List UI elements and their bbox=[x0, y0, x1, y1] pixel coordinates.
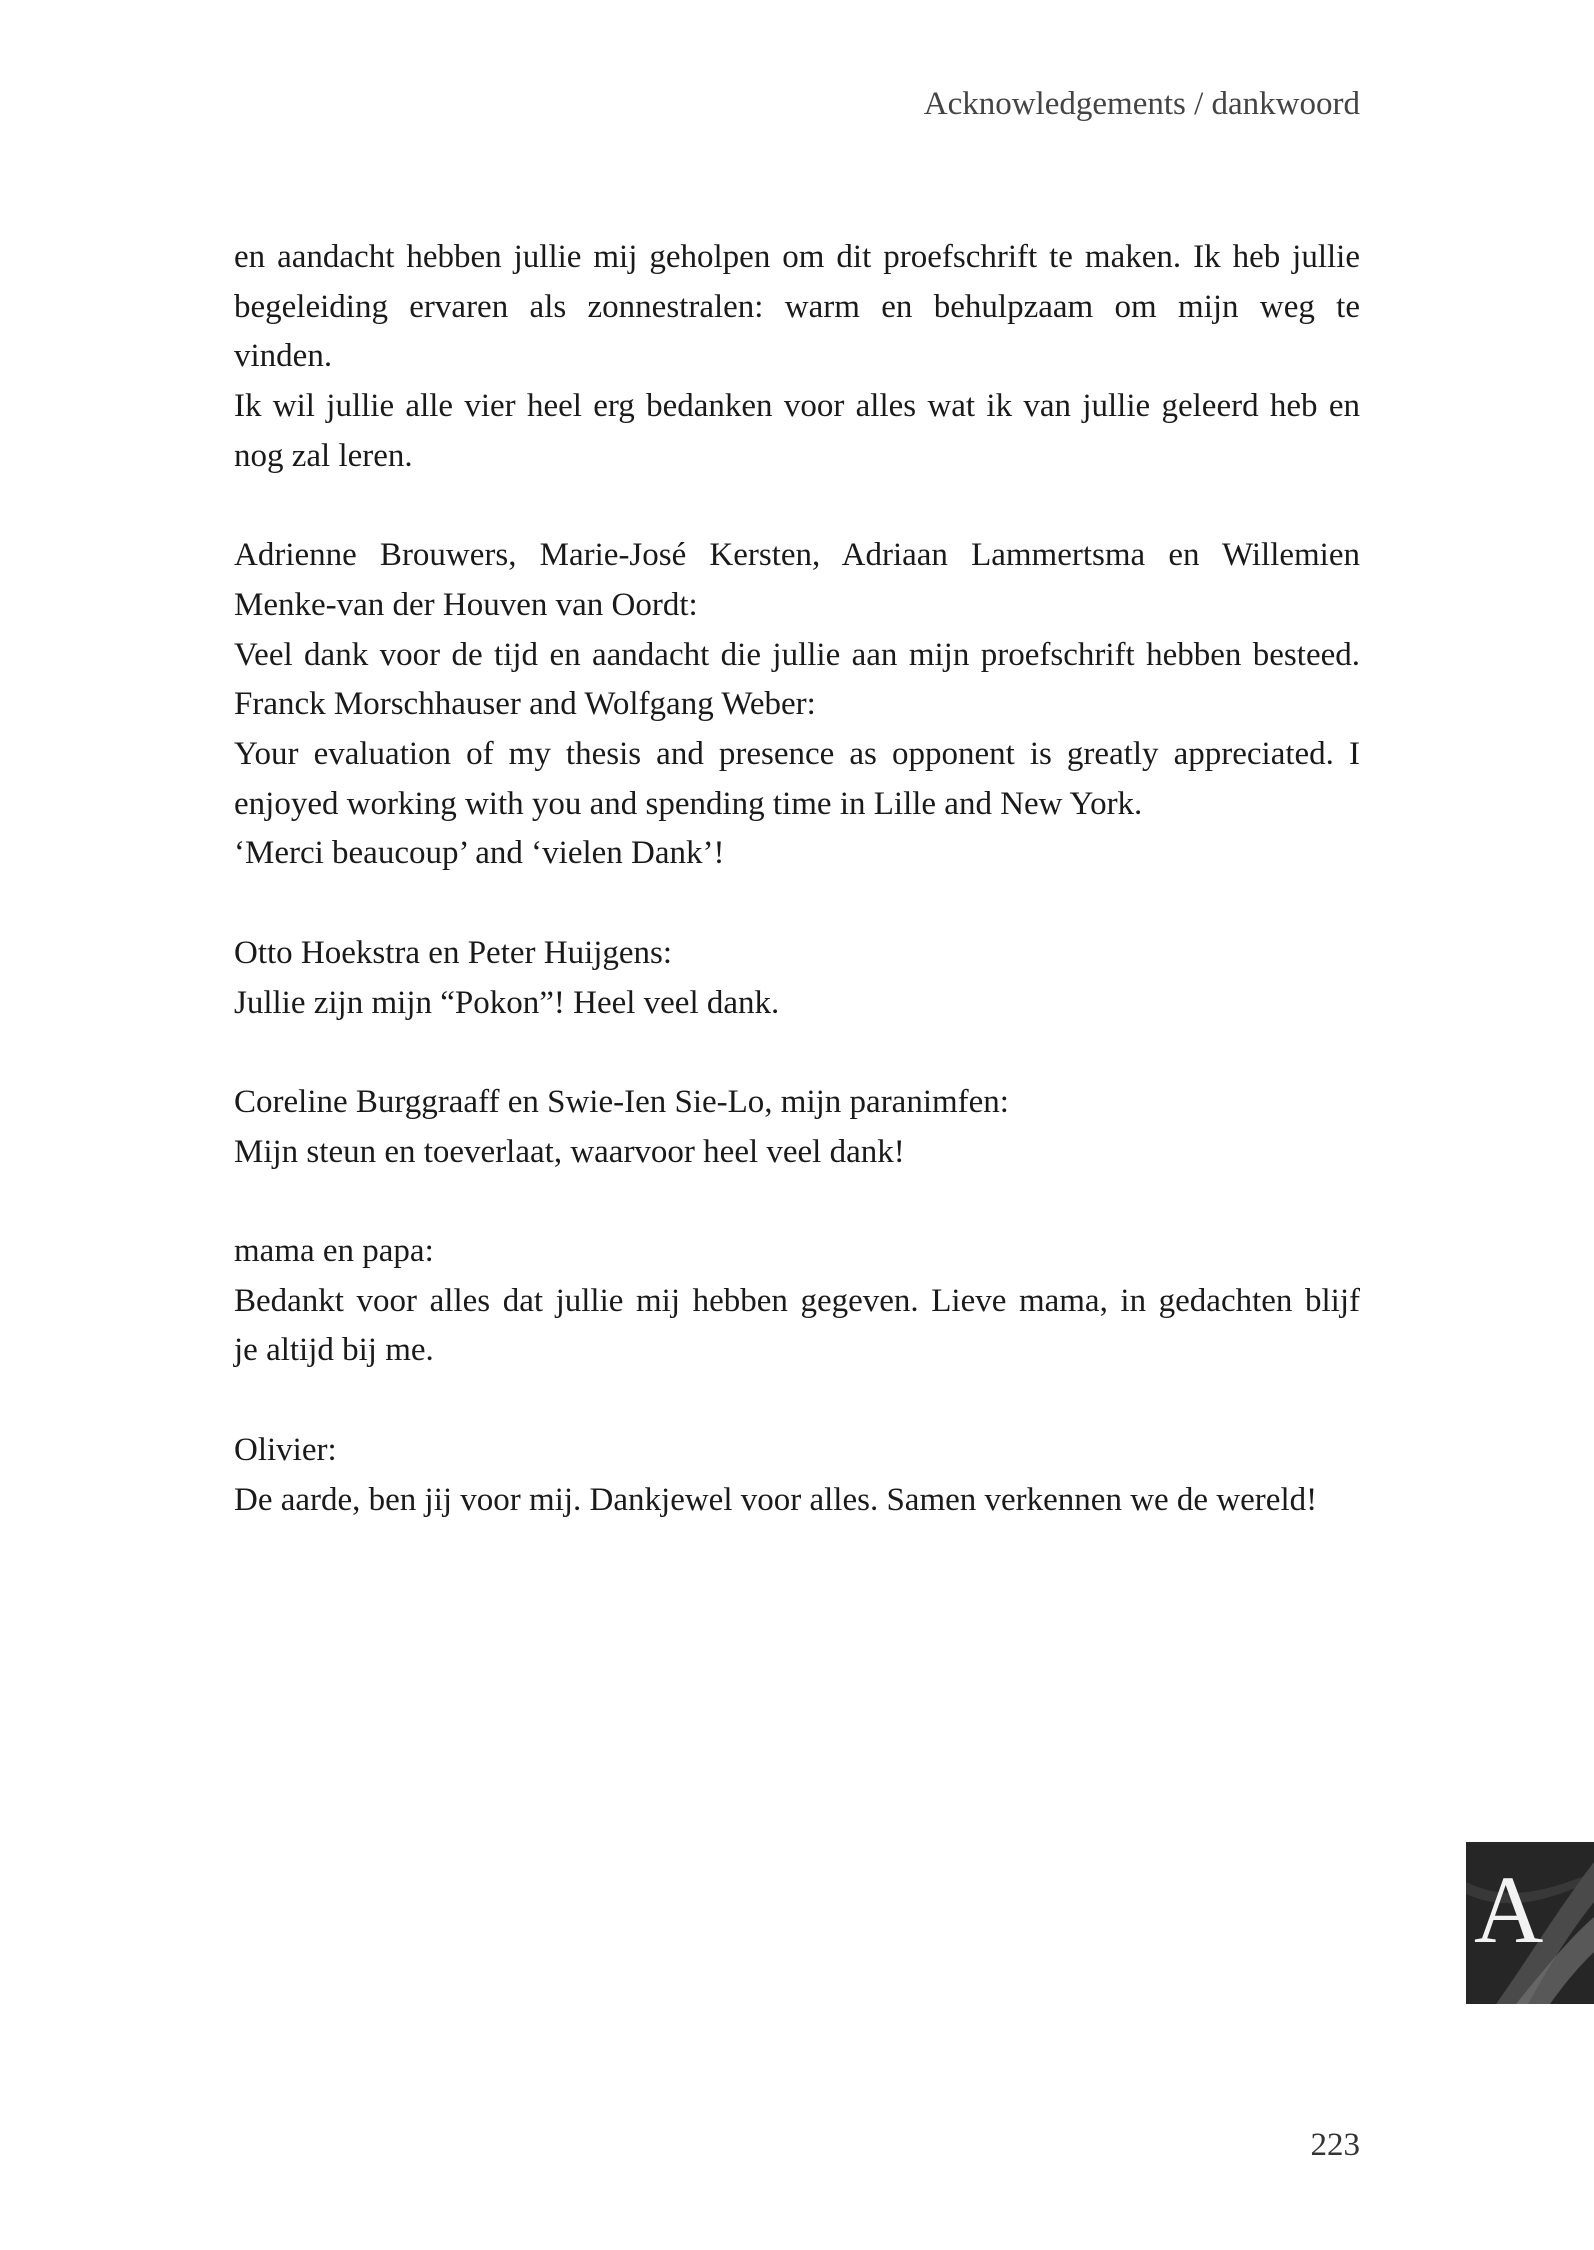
text-line: Mijn steun en toeverlaat, waarvoor heel veel dank! bbox=[234, 1133, 905, 1170]
text-line: Your evaluation of my thesis and presence as opponent is greatly appreciated. I bbox=[234, 736, 1360, 773]
paragraph-supervisors bbox=[234, 233, 1360, 482]
text-line: ‘Merci beaucoup’ and ‘vielen Dank’! bbox=[234, 835, 725, 872]
text-line: Bedankt voor alles dat jullie mij hebben gegeven. Lieve mama, in gedachten blijf bbox=[234, 1282, 1360, 1319]
text-line: Otto Hoekstra en Peter Huijgens: bbox=[234, 934, 673, 971]
body-text bbox=[234, 233, 1360, 1575]
page-number: 223 bbox=[1310, 2127, 1360, 2163]
text-line: je altijd bij me. bbox=[234, 1332, 434, 1369]
text-line: Coreline Burggraaff en Swie-Ien Sie-Lo, mijn paranimfen: bbox=[234, 1083, 1009, 1120]
text-line: Veel dank voor de tijd en aandacht die jullie aan mijn proefschrift hebben besteed. bbox=[234, 636, 1360, 673]
paragraph-olivier bbox=[234, 1426, 1360, 1525]
text-line: Adrienne Brouwers, Marie-José Kersten, Adriaan Lammertsma en Willemien bbox=[234, 537, 1360, 574]
text-line: nog zal leren. bbox=[234, 437, 413, 474]
chapter-letter: A bbox=[1474, 1856, 1544, 1963]
text-line: vinden. bbox=[234, 338, 333, 375]
text-line: Ik wil jullie alle vier heel erg bedanken voor alles wat ik van jullie geleerd heb en bbox=[234, 388, 1360, 425]
running-header: Acknowledgements / dankwoord bbox=[923, 86, 1360, 122]
text-line: De aarde, ben jij voor mij. Dankjewel voor alles. Samen verkennen we de wereld! bbox=[234, 1481, 1318, 1518]
text-line: begeleiding ervaren als zonnestralen: warm en behulpzaam om mijn weg te bbox=[234, 288, 1360, 325]
paragraph-pokon bbox=[234, 929, 1360, 1028]
text-line: Olivier: bbox=[234, 1431, 337, 1468]
text-line: en aandacht hebben jullie mij geholpen om dit proefschrift te maken. Ik heb jullie bbox=[234, 239, 1360, 275]
paragraph-committee bbox=[234, 531, 1360, 879]
text-line: Jullie zijn mijn “Pokon”! Heel veel dank. bbox=[234, 984, 780, 1021]
text-line: Franck Morschhauser and Wolfgang Weber: bbox=[234, 686, 816, 723]
text-line: Menke-van der Houven van Oordt: bbox=[234, 586, 698, 623]
chapter-thumb-tab bbox=[1466, 1842, 1594, 2004]
paragraph-paranimfen bbox=[234, 1078, 1360, 1177]
paragraph-parents bbox=[234, 1227, 1360, 1376]
text-line: mama en papa: bbox=[234, 1233, 434, 1269]
text-line: enjoyed working with you and spending time in Lille and New York. bbox=[234, 785, 1143, 822]
